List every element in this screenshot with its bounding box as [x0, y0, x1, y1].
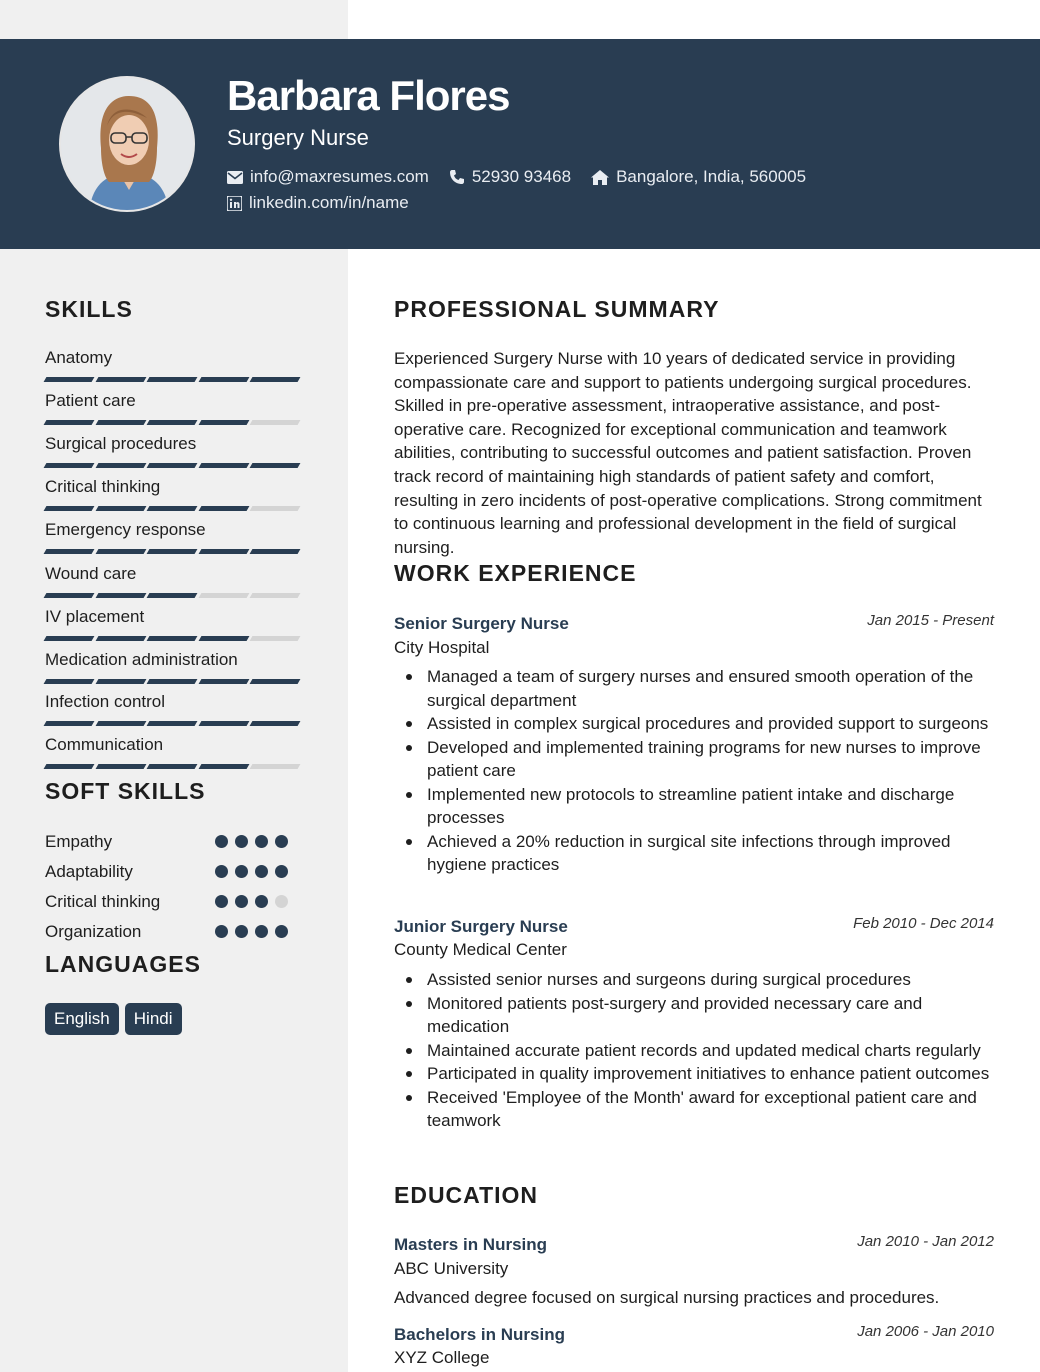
- candidate-name: Barbara Flores: [227, 72, 510, 119]
- school-name: ABC University: [394, 1259, 509, 1278]
- skill-level-segment: [147, 721, 198, 726]
- skill-level-segment: [198, 764, 249, 769]
- candidate-role: Surgery Nurse: [227, 125, 369, 150]
- skill-level-segment: [147, 764, 198, 769]
- list-item: Implemented new protocols to streamline patient intake and discharge processes: [394, 783, 994, 830]
- skill-label: Wound care: [45, 564, 137, 583]
- skill-level-segment: [250, 679, 301, 684]
- skill-label: Infection control: [45, 692, 166, 711]
- skill-level-segment: [95, 377, 146, 382]
- skill-level-segment: [198, 463, 249, 468]
- soft-skill-label: Critical thinking: [45, 892, 161, 911]
- languages-list: [45, 1003, 188, 1035]
- rating-dot: [215, 865, 228, 878]
- skill-label: Surgical procedures: [45, 434, 197, 453]
- skill-level-segment: [44, 721, 95, 726]
- list-item: Developed and implemented training programs for new nurses to improve patient care: [394, 736, 994, 783]
- skill-level-segment: [250, 506, 301, 511]
- location-text: Bangalore, India, 560005: [616, 167, 807, 186]
- skill-item: [45, 348, 303, 382]
- email-item[interactable]: [227, 167, 429, 187]
- skill-label: Emergency response: [45, 520, 206, 539]
- rating-dot: [215, 835, 228, 848]
- degree-dates: Jan 2006 - Jan 2010: [857, 1323, 994, 1340]
- skill-level-segment: [95, 764, 146, 769]
- skill-level-segment: [44, 636, 95, 641]
- soft-skill-item: [45, 862, 295, 882]
- skill-level-segment: [250, 593, 301, 598]
- skill-item: [45, 520, 303, 554]
- contact-row: [227, 167, 826, 187]
- soft-skill-item: [45, 922, 295, 942]
- skill-level-segment: [95, 506, 146, 511]
- rating-dot: [275, 865, 288, 878]
- skill-level-segment: [198, 506, 249, 511]
- degree-title: Bachelors in Nursing: [394, 1325, 565, 1344]
- avatar: [59, 76, 195, 212]
- school-name: XYZ College: [394, 1348, 490, 1367]
- job-organization: County Medical Center: [394, 940, 567, 959]
- skill-level-segment: [147, 593, 198, 598]
- envelope-icon: [227, 171, 243, 184]
- skill-level-segment: [44, 593, 95, 598]
- rating-dot: [235, 865, 248, 878]
- job-organization: City Hospital: [394, 638, 490, 657]
- job-title: Junior Surgery Nurse: [394, 917, 568, 936]
- skill-level-segment: [95, 721, 146, 726]
- skill-level-segment: [44, 679, 95, 684]
- degree-title: Masters in Nursing: [394, 1235, 548, 1254]
- rating-dot: [275, 925, 288, 938]
- linkedin-item[interactable]: [227, 193, 409, 213]
- skill-label: Critical thinking: [45, 477, 161, 496]
- rating-dot: [235, 835, 248, 848]
- job-bullets: [394, 665, 994, 877]
- rating-dot: [255, 835, 268, 848]
- list-item: Participated in quality improvement initiatives to enhance patient outcomes: [394, 1062, 994, 1086]
- email-text: info@maxresumes.com: [250, 167, 429, 186]
- skill-level-bar: [45, 679, 303, 684]
- skill-level-segment: [95, 463, 146, 468]
- skill-level-segment: [44, 420, 95, 425]
- phone-text: 52930 93468: [471, 167, 572, 186]
- job-dates: Jan 2015 - Present: [867, 612, 994, 629]
- skill-item: [45, 607, 303, 641]
- skill-level-segment: [147, 377, 198, 382]
- skill-item: [45, 564, 303, 598]
- skill-level-bar: [45, 593, 303, 598]
- skill-label: Patient care: [45, 391, 136, 410]
- skill-level-segment: [198, 377, 249, 382]
- skill-level-segment: [44, 549, 95, 554]
- skill-item: [45, 650, 303, 684]
- list-item: Received 'Employee of the Month' award for exceptional patient care and teamwork: [394, 1086, 994, 1133]
- rating-dot: [255, 895, 268, 908]
- degree-dates: Jan 2010 - Jan 2012: [857, 1233, 994, 1250]
- rating-dot: [235, 895, 248, 908]
- experience-title: WORK EXPERIENCE: [394, 560, 637, 586]
- skill-level-segment: [198, 721, 249, 726]
- phone-icon: [449, 169, 465, 185]
- linkedin-row: [227, 193, 429, 213]
- skill-item: [45, 477, 303, 511]
- skill-level-segment: [198, 679, 249, 684]
- resume-header: [0, 39, 1040, 249]
- skill-level-segment: [250, 463, 301, 468]
- soft-skill-label: Empathy: [45, 832, 113, 851]
- list-item: Achieved a 20% reduction in surgical site infections through improved hygiene practices: [394, 830, 994, 877]
- list-item: Assisted senior nurses and surgeons during surgical procedures: [394, 968, 994, 992]
- soft-skill-label: Organization: [45, 922, 142, 941]
- rating-dot: [215, 925, 228, 938]
- skill-level-bar: [45, 463, 303, 468]
- soft-skill-rating: [215, 835, 295, 848]
- skill-level-bar: [45, 721, 303, 726]
- languages-title: LANGUAGES: [45, 951, 201, 977]
- skill-item: [45, 391, 303, 425]
- skill-level-segment: [44, 764, 95, 769]
- soft-skills-title: SOFT SKILLS: [45, 778, 206, 804]
- rating-dot: [235, 925, 248, 938]
- location-item: [591, 167, 806, 187]
- skill-item: [45, 692, 303, 726]
- rating-dot: [255, 865, 268, 878]
- skill-level-segment: [250, 721, 301, 726]
- skill-label: Communication: [45, 735, 164, 754]
- skill-level-bar: [45, 420, 303, 425]
- skill-level-segment: [250, 549, 301, 554]
- job-title: Senior Surgery Nurse: [394, 614, 569, 633]
- skill-label: Anatomy: [45, 348, 113, 367]
- education-title: EDUCATION: [394, 1182, 539, 1208]
- skill-level-segment: [198, 549, 249, 554]
- language-tag: English: [45, 1003, 119, 1035]
- skill-level-segment: [44, 377, 95, 382]
- list-item: Maintained accurate patient records and updated medical charts regularly: [394, 1039, 994, 1063]
- skill-level-bar: [45, 636, 303, 641]
- soft-skill-item: [45, 892, 295, 912]
- phone-item[interactable]: [449, 167, 571, 187]
- summary-text: Experienced Surgery Nurse with 10 years of dedicated service in providing compassionate care and support to patients undergoing surgical procedures. Skilled in pre-operative assessment, intraoperative assistance, and post-operative care. Recognized for exceptional communication and teamwork abilities, contributing to successful outcomes and patient satisfaction. Proven track record of maintaining high standards of patient safety and comfort, resulting in zero incidents of post-operative complications. Strong commitment to continuous learning and professional development in the field of surgical nursing.: [394, 349, 982, 557]
- degree-description: Advanced degree focused on surgical nursing practices and procedures.: [394, 1288, 940, 1307]
- linkedin-text: linkedin.com/in/name: [249, 193, 409, 212]
- skill-level-segment: [147, 679, 198, 684]
- skill-level-segment: [95, 593, 146, 598]
- skill-level-segment: [250, 636, 301, 641]
- skill-level-segment: [250, 420, 301, 425]
- skills-title: SKILLS: [45, 296, 133, 322]
- skill-level-segment: [198, 420, 249, 425]
- list-item: Managed a team of surgery nurses and ensured smooth operation of the surgical department: [394, 665, 994, 712]
- skill-level-bar: [45, 377, 303, 382]
- skill-level-segment: [198, 636, 249, 641]
- skill-label: IV placement: [45, 607, 145, 626]
- soft-skill-label: Adaptability: [45, 862, 133, 881]
- job-dates: Feb 2010 - Dec 2014: [853, 915, 994, 932]
- skill-item: [45, 735, 303, 769]
- skill-level-bar: [45, 549, 303, 554]
- skill-level-segment: [95, 549, 146, 554]
- rating-dot: [275, 895, 288, 908]
- skill-level-segment: [198, 593, 249, 598]
- skill-level-segment: [44, 506, 95, 511]
- skill-item: [45, 434, 303, 468]
- rating-dot: [275, 835, 288, 848]
- soft-skill-rating: [215, 895, 295, 908]
- skill-level-segment: [95, 420, 146, 425]
- home-icon: [591, 170, 609, 185]
- skill-level-bar: [45, 506, 303, 511]
- skill-level-segment: [147, 506, 198, 511]
- list-item: Monitored patients post-surgery and provided necessary care and medication: [394, 992, 994, 1039]
- rating-dot: [255, 925, 268, 938]
- soft-skill-item: [45, 832, 295, 852]
- skill-level-segment: [44, 463, 95, 468]
- language-tag: Hindi: [125, 1003, 182, 1035]
- job-bullets: [394, 968, 994, 1133]
- summary-title: PROFESSIONAL SUMMARY: [394, 296, 720, 322]
- list-item: Assisted in complex surgical procedures and provided support to surgeons: [394, 712, 994, 736]
- skill-level-segment: [147, 636, 198, 641]
- skill-level-segment: [250, 764, 301, 769]
- soft-skill-rating: [215, 925, 295, 938]
- skill-level-segment: [95, 679, 146, 684]
- skill-level-bar: [45, 764, 303, 769]
- soft-skill-rating: [215, 865, 295, 878]
- skill-level-segment: [147, 420, 198, 425]
- linkedin-icon: [227, 196, 242, 211]
- skill-level-segment: [250, 377, 301, 382]
- skill-level-segment: [95, 636, 146, 641]
- skill-level-segment: [147, 549, 198, 554]
- skill-level-segment: [147, 463, 198, 468]
- skill-label: Medication administration: [45, 650, 238, 669]
- rating-dot: [215, 895, 228, 908]
